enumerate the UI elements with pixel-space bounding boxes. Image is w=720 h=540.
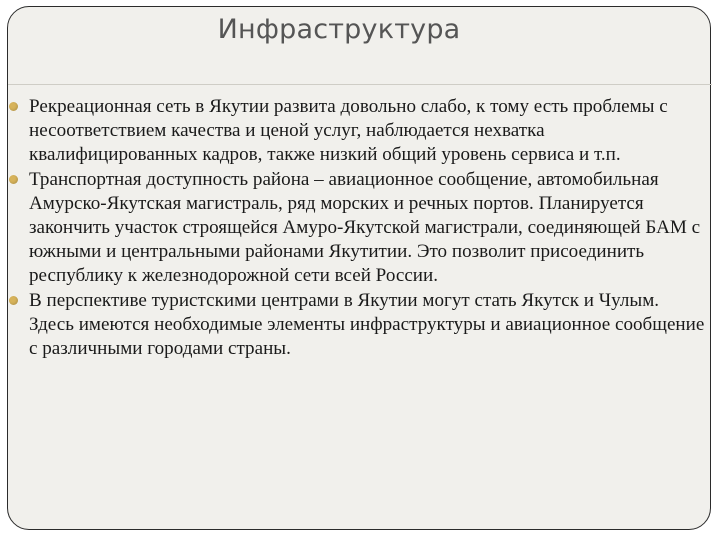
bullet-item-transport [0, 168, 706, 289]
bullet-text: Рекреационная сеть в Якутии развита довольно слабо, к тому есть проблемы с несоответствием качества и ценой услуг, наблюдается нехватка квалифицированных кадров, также низкий общий уровень сервиса и т.п. [29, 96, 668, 166]
bullet-text: В перспективе туристскими центрами в Якутии могут стать Якутск и Чулым. Здесь имеются необходимые элементы инфраструктуры и авиационное сообщение с различными городами страны. [29, 289, 705, 360]
title-divider [8, 84, 712, 85]
bullet-item-tourist-centers [0, 289, 706, 362]
round-bullet-icon [9, 102, 18, 111]
bullet-item-recreation [0, 95, 706, 168]
bullet-text: Транспортная доступность района – авиационное сообщение, автомобильная Амурско-Якутская магистраль, ряд морских и речных портов. Планируется закончить участок строящейся Амуро-Якутской магистрали, соединяющей БАМ с южными и центральными районами Якутитии. Это позволит присоединить республику к железнодорожной сети всей России. [29, 168, 701, 287]
round-bullet-icon [9, 175, 18, 184]
round-bullet-icon [9, 296, 18, 305]
bullet-list [0, 95, 706, 361]
slide-title: Инфраструктура [217, 14, 461, 45]
